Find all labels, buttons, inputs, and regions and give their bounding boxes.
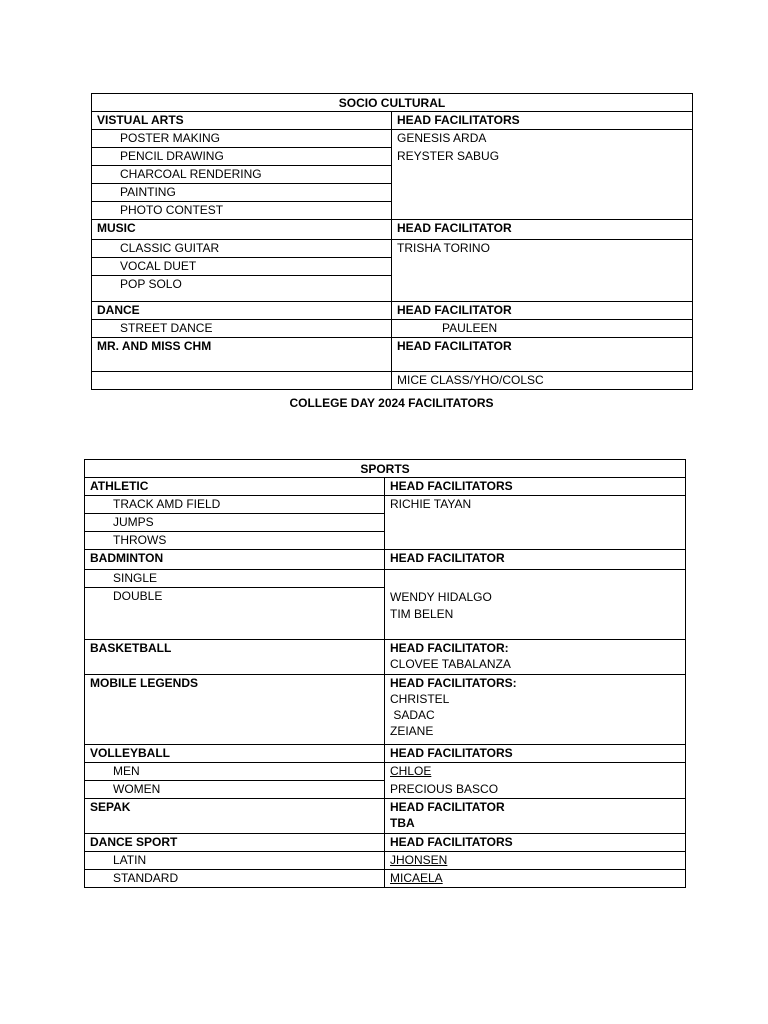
facilitator-name: TBA — [390, 816, 415, 830]
facilitator-name: MICE CLASS/YHO/COLSC — [392, 372, 693, 390]
category-volleyball: VOLLEYBALL — [85, 745, 385, 763]
event-item: CHARCOAL RENDERING — [92, 166, 392, 184]
event-item: SINGLE — [85, 570, 385, 588]
category-visual-arts: VISTUAL ARTS — [92, 112, 392, 130]
event-item: CLASSIC GUITAR — [92, 240, 392, 258]
event-item: POSTER MAKING — [92, 130, 392, 148]
event-item: PAINTING — [92, 184, 392, 202]
head-facilitator-label: HEAD FACILITATOR — [392, 338, 693, 372]
facilitator-name: GENESIS ARDA — [397, 131, 487, 145]
head-facilitator-label: HEAD FACILITATOR — [390, 800, 505, 814]
sports-table — [84, 459, 686, 888]
facilitator-name: SADAC — [390, 708, 435, 722]
facilitator-name: ZEIANE — [390, 724, 434, 738]
event-item: DOUBLE — [85, 588, 385, 640]
facilitator-name — [385, 870, 686, 888]
head-facilitators-label: HEAD FACILITATORS — [385, 745, 686, 763]
category-athletic: ATHLETIC — [85, 478, 385, 496]
facilitator-name: RICHIE TAYAN — [390, 497, 472, 511]
facilitator-name-text: CHLOE — [390, 764, 432, 778]
facilitator-cell — [385, 640, 686, 675]
facilitator-name: PAULEEN — [392, 320, 693, 338]
event-item: MEN — [85, 763, 385, 781]
category-sepak: SEPAK — [85, 799, 385, 834]
facilitator-cell — [392, 130, 693, 220]
table-title: SOCIO CULTURAL — [92, 94, 693, 112]
category-music: MUSIC — [92, 220, 392, 240]
table-title: SPORTS — [85, 460, 686, 478]
facilitator-name: CLOVEE TABALANZA — [390, 657, 511, 671]
facilitator-name — [385, 763, 686, 781]
facilitator-name — [385, 852, 686, 870]
head-facilitators-label: HEAD FACILITATORS — [392, 112, 693, 130]
facilitator-cell — [385, 496, 686, 550]
facilitator-name: TRISHA TORINO — [397, 241, 490, 255]
empty-cell — [92, 356, 392, 372]
head-facilitator-label: HEAD FACILITATOR — [392, 302, 693, 320]
head-facilitators-label: HEAD FACILITATORS — [385, 834, 686, 852]
event-item: STREET DANCE — [92, 320, 392, 338]
head-facilitator-label: HEAD FACILITATOR — [392, 220, 693, 240]
head-facilitators-label: HEAD FACILITATORS — [385, 478, 686, 496]
facilitator-name: PRECIOUS BASCO — [385, 781, 686, 799]
socio-cultural-table — [91, 93, 693, 390]
head-facilitator-label: HEAD FACILITATOR: — [390, 641, 509, 655]
facilitator-name: CHRISTEL — [390, 692, 450, 706]
facilitator-name-text: JHONSEN — [390, 853, 448, 867]
category-mr-and-miss: MR. AND MISS CHM — [92, 338, 392, 356]
event-item: LATIN — [85, 852, 385, 870]
event-item: JUMPS — [85, 514, 385, 532]
event-item: PENCIL DRAWING — [92, 148, 392, 166]
facilitator-name: TIM BELEN — [390, 607, 454, 621]
event-item: THROWS — [85, 532, 385, 550]
facilitator-cell — [392, 240, 693, 302]
head-facilitator-label: HEAD FACILITATOR — [385, 550, 686, 570]
category-mobile-legends: MOBILE LEGENDS — [85, 675, 385, 745]
facilitator-cell — [385, 675, 686, 745]
category-dance-sport: DANCE SPORT — [85, 834, 385, 852]
category-badminton: BADMINTON — [85, 550, 385, 570]
facilitator-cell — [385, 570, 686, 640]
head-facilitator-label: HEAD FACILITATORS: — [390, 676, 517, 690]
event-item: POP SOLO — [92, 276, 392, 302]
category-basketball: BASKETBALL — [85, 640, 385, 675]
category-dance: DANCE — [92, 302, 392, 320]
facilitator-cell — [385, 799, 686, 834]
facilitator-name-text: MICAELA — [390, 871, 443, 885]
empty-cell — [92, 372, 392, 390]
event-item: VOCAL DUET — [92, 258, 392, 276]
event-item: STANDARD — [85, 870, 385, 888]
event-item: TRACK AMD FIELD — [85, 496, 385, 514]
document-caption: COLLEGE DAY 2024 FACILITATORS — [289, 396, 494, 410]
event-item: PHOTO CONTEST — [92, 202, 392, 220]
event-item: WOMEN — [85, 781, 385, 799]
facilitator-name: WENDY HIDALGO — [390, 590, 492, 604]
facilitator-name: REYSTER SABUG — [397, 149, 500, 163]
